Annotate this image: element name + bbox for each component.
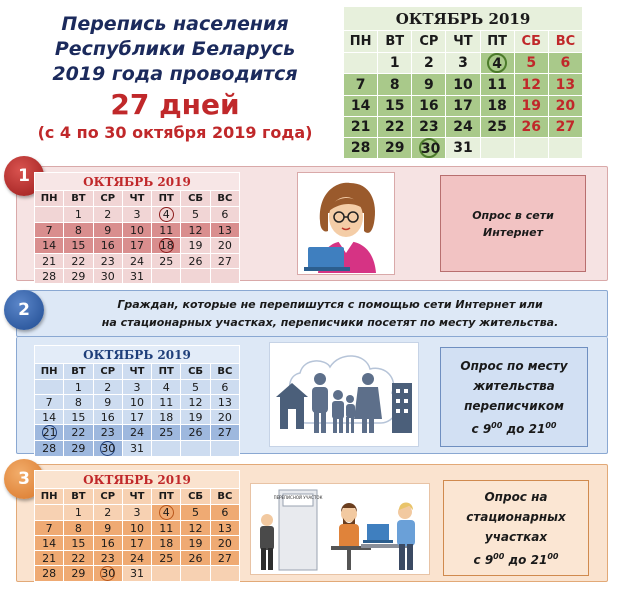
day-cell [152,566,181,582]
day-cell: 19 [514,95,548,116]
day-cell [344,53,378,74]
title-line-3: 2019 года проводится [52,63,298,85]
weekday-tue: ВТ [378,31,412,53]
weekday-thu: ЧТ [446,31,480,53]
day-cell [93,566,122,582]
time-to-sup: 00 [547,551,559,561]
day-cell [514,137,548,158]
duration-days: 27 дней [110,88,240,121]
weekday-mon: ПН [35,364,64,380]
day-ring: 18 [159,239,174,252]
day-ring: 30 [101,442,116,455]
section-2-message-line-2: на стационарных участках, переписчики посетят по месту жительства. [101,316,559,329]
day-cell: 12 [181,395,210,410]
section-1-label-line-1: Опрос в сети [472,208,554,222]
section-2-calendar [34,345,240,457]
day-cell: 7 [35,395,64,410]
section-3-label [443,480,589,576]
day-cell: 12 [514,74,548,95]
day-cell: 26 [181,551,210,566]
weekday-mon: ПН [344,31,378,53]
day-cell: 2 [93,380,122,395]
day-cell [35,425,64,441]
section-3-label-line-3: участках [484,529,548,544]
day-cell: 29 [378,137,412,158]
day-cell: 23 [412,116,446,137]
day-ring: 4 [487,53,507,73]
day-cell: 29 [64,269,93,284]
day-cell: 11 [480,74,514,95]
day-cell: 3 [446,53,480,74]
section-2-label [440,347,588,447]
weekday-fri: ПТ [480,31,514,53]
day-cell: 17 [122,410,151,425]
day-cell: 7 [35,223,64,238]
section-2-message-line-1: Граждан, которые не перепишутся с помощью сети Интернет или [117,298,543,311]
day-cell [93,441,122,457]
day-cell: 9 [93,521,122,536]
day-cell: 23 [93,425,122,441]
day-cell: 8 [378,74,412,95]
day-cell: 31 [122,269,151,284]
day-cell: 31 [122,441,151,457]
day-cell: 19 [181,536,210,551]
day-cell: 6 [210,207,239,223]
section-1-label [440,175,586,272]
day-cell [181,441,210,457]
day-cell: 10 [122,395,151,410]
census-station-icon [250,483,430,575]
weekday-thu: ЧТ [122,191,151,207]
day-cell: 29 [64,566,93,582]
day-cell: 20 [210,238,239,254]
day-cell: 25 [152,425,181,441]
census-period: (с 4 по 30 октября 2019 года) [37,123,313,142]
time-from-sup: 00 [491,420,503,430]
day-cell: 8 [64,223,93,238]
day-cell: 5 [181,207,210,223]
weekday-tue: ВТ [64,489,93,505]
day-cell: 12 [181,521,210,536]
day-cell: 20 [548,95,582,116]
day-cell: 15 [64,238,93,254]
day-cell: 31 [446,137,480,158]
day-cell: 25 [152,254,181,269]
day-cell: 24 [122,551,151,566]
station-sign-text: ПЕРЕПИСНОЙ УЧАСТОК [273,495,323,500]
day-cell: 14 [35,536,64,551]
day-cell: 19 [181,410,210,425]
section-3-calendar [34,470,240,582]
header-title-block [30,12,320,144]
day-cell: 11 [152,521,181,536]
day-cell: 26 [514,116,548,137]
day-cell: 15 [378,95,412,116]
section-1-badge: 1 [4,156,44,196]
weekday-mon: ПН [35,489,64,505]
day-cell: 3 [122,380,151,395]
day-cell: 13 [210,223,239,238]
weekday-tue: ВТ [64,364,93,380]
day-cell: 28 [35,441,64,457]
day-cell: 24 [122,425,151,441]
weekday-sat: СБ [514,31,548,53]
section-3-label-line-2: стационарных [466,509,566,524]
day-cell: 6 [548,53,582,74]
day-cell: 24 [122,254,151,269]
calendar-body [35,380,240,457]
day-cell [181,566,210,582]
day-cell [480,53,514,74]
day-cell: 28 [35,269,64,284]
weekday-mon: ПН [35,191,64,207]
weekday-thu: ЧТ [122,489,151,505]
day-cell [152,207,181,223]
day-cell: 25 [480,116,514,137]
day-cell: 22 [64,425,93,441]
day-cell: 3 [122,505,151,521]
day-cell: 11 [152,223,181,238]
weekday-fri: ПТ [152,191,181,207]
day-cell: 16 [93,536,122,551]
family-house-icon [269,342,419,447]
day-cell: 15 [64,536,93,551]
weekday-wed: СР [93,489,122,505]
day-cell: 20 [210,536,239,551]
day-cell: 10 [446,74,480,95]
weekday-wed: СР [93,364,122,380]
calendar-title: ОКТЯБРЬ 2019 [35,346,240,364]
day-cell: 30 [93,269,122,284]
day-cell: 16 [412,95,446,116]
day-ring: 30 [101,567,116,580]
day-cell: 8 [64,395,93,410]
time-from-sup: 00 [493,551,505,561]
day-cell [35,505,64,521]
day-cell: 1 [378,53,412,74]
section-2-label-line-2: жительства [473,378,555,393]
day-cell [210,441,239,457]
main-calendar [343,6,583,159]
day-cell: 16 [93,238,122,254]
day-cell: 11 [152,395,181,410]
day-cell: 9 [93,223,122,238]
weekday-sat: СБ [181,489,210,505]
day-ring: 21 [42,426,57,439]
day-cell: 13 [210,395,239,410]
day-cell: 18 [152,536,181,551]
day-cell: 10 [122,223,151,238]
day-cell: 6 [210,505,239,521]
calendar-title: ОКТЯБРЬ 2019 [344,7,583,31]
day-cell: 17 [122,238,151,254]
time-to-text: до 21 [504,552,548,567]
section-2-time [460,416,567,439]
day-cell: 7 [35,521,64,536]
section-3-time [466,547,566,570]
day-cell: 21 [35,254,64,269]
weekday-thu: ЧТ [122,364,151,380]
section-3-label-line-1: Опрос на [484,489,548,504]
day-cell: 27 [210,551,239,566]
day-cell: 28 [35,566,64,582]
time-to-sup: 00 [545,420,557,430]
day-cell: 1 [64,380,93,395]
day-cell: 27 [548,116,582,137]
day-cell [210,566,239,582]
day-cell: 26 [181,425,210,441]
day-cell: 3 [122,207,151,223]
day-cell: 4 [152,380,181,395]
weekday-wed: СР [93,191,122,207]
weekday-sat: СБ [181,191,210,207]
weekday-sat: СБ [181,364,210,380]
section-2-message [60,296,600,332]
day-cell: 15 [64,410,93,425]
day-cell: 5 [181,505,210,521]
day-cell [35,380,64,395]
day-cell: 23 [93,551,122,566]
calendar-title: ОКТЯБРЬ 2019 [35,173,240,191]
day-cell: 27 [210,254,239,269]
day-cell: 17 [446,95,480,116]
section-2-label-line-1: Опрос по месту [460,358,568,373]
woman-laptop-icon [297,172,395,275]
day-cell: 9 [93,395,122,410]
day-cell [181,269,210,284]
day-ring: 30 [419,138,439,158]
day-cell: 23 [93,254,122,269]
day-cell: 2 [93,207,122,223]
day-cell: 13 [548,74,582,95]
day-cell [35,207,64,223]
section-2-label-line-3: переписчиком [464,398,564,413]
day-cell: 18 [480,95,514,116]
time-to-text: до 21 [502,421,546,436]
day-cell: 21 [344,116,378,137]
time-from-text: с 9 [471,421,492,436]
day-cell: 21 [35,551,64,566]
weekday-sun: ВС [210,489,239,505]
day-cell: 13 [210,521,239,536]
day-cell [548,137,582,158]
day-cell: 14 [35,410,64,425]
day-cell [412,137,446,158]
day-cell: 1 [64,207,93,223]
calendar-body [344,53,583,159]
day-cell [152,441,181,457]
day-cell [210,269,239,284]
weekday-fri: ПТ [152,364,181,380]
day-cell: 1 [64,505,93,521]
day-cell: 26 [181,254,210,269]
weekday-tue: ВТ [64,191,93,207]
weekday-sun: ВС [210,191,239,207]
day-cell [152,238,181,254]
day-ring: 4 [159,207,174,222]
weekday-wed: СР [412,31,446,53]
day-cell [480,137,514,158]
day-cell: 20 [210,410,239,425]
day-cell: 16 [93,410,122,425]
day-cell: 12 [181,223,210,238]
day-cell: 7 [344,74,378,95]
day-cell: 8 [64,521,93,536]
day-cell [152,269,181,284]
section-2-badge: 2 [4,290,44,330]
time-from-text: с 9 [473,552,494,567]
day-cell: 31 [122,566,151,582]
day-cell: 19 [181,238,210,254]
day-cell: 5 [181,380,210,395]
weekday-fri: ПТ [152,489,181,505]
calendar-title: ОКТЯБРЬ 2019 [35,471,240,489]
day-cell: 10 [122,521,151,536]
day-cell: 25 [152,551,181,566]
day-cell: 14 [344,95,378,116]
weekday-sun: ВС [210,364,239,380]
day-cell: 2 [412,53,446,74]
section-1-label-line-2: Интернет [483,225,543,239]
day-ring: 4 [159,505,174,520]
day-cell: 27 [210,425,239,441]
day-cell: 22 [378,116,412,137]
day-cell: 29 [64,441,93,457]
day-cell: 14 [35,238,64,254]
day-cell [152,505,181,521]
day-cell: 18 [152,410,181,425]
day-cell: 17 [122,536,151,551]
day-cell: 6 [210,380,239,395]
section-1-calendar [34,172,240,284]
weekday-sun: ВС [548,31,582,53]
calendar-body [35,207,240,284]
day-cell: 5 [514,53,548,74]
day-cell: 24 [446,116,480,137]
section-3-badge: 3 [4,459,44,499]
calendar-body [35,505,240,582]
day-cell: 22 [64,254,93,269]
title-line-1: Перепись населения [61,13,289,35]
day-cell: 9 [412,74,446,95]
title-line-2: Республики Беларусь [54,38,296,60]
day-cell: 28 [344,137,378,158]
day-cell: 22 [64,551,93,566]
day-cell: 2 [93,505,122,521]
